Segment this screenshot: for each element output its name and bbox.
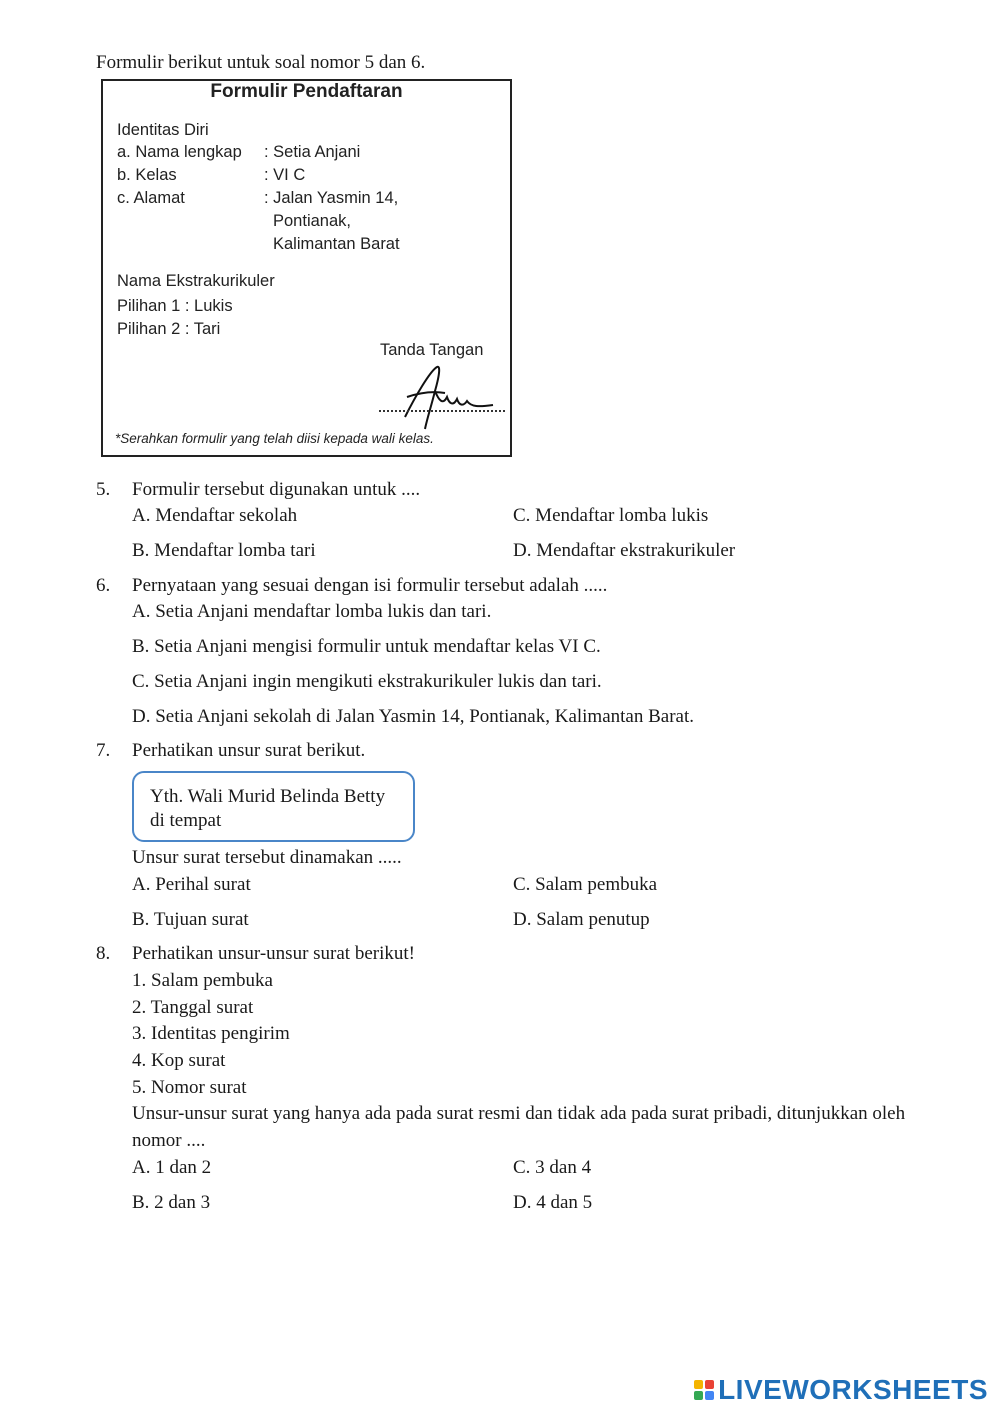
form-section-identity: Identitas Diri xyxy=(117,121,209,139)
letter-salutation-box xyxy=(132,771,415,842)
form-field-label: a. Nama lengkap xyxy=(117,143,242,161)
form-address-line: Kalimantan Barat xyxy=(273,235,400,253)
form-field-value: : Setia Anjani xyxy=(264,143,361,161)
logo-text: LIVEWORKSHEETS xyxy=(718,1374,988,1405)
signature-line xyxy=(379,410,505,412)
registration-form xyxy=(101,79,512,457)
form-address-line: Pontianak, xyxy=(273,212,351,230)
form-choice: Pilihan 1 : Lukis xyxy=(117,297,233,315)
question-number: 6. xyxy=(96,575,111,596)
question-text: Formulir tersebut digunakan untuk .... xyxy=(132,479,421,500)
question-prompt: nomor .... xyxy=(132,1130,206,1151)
form-choice: Pilihan 2 : Tari xyxy=(117,320,221,338)
answer-option[interactable]: A. Mendaftar sekolah xyxy=(132,505,298,526)
list-item: 1. Salam pembuka xyxy=(132,970,273,991)
signature-image xyxy=(375,357,511,433)
answer-option[interactable]: D. Mendaftar ekstrakurikuler xyxy=(513,540,736,561)
list-item: 5. Nomor surat xyxy=(132,1077,247,1098)
list-item: 2. Tanggal surat xyxy=(132,997,254,1018)
question-number: 7. xyxy=(96,740,111,761)
question-number: 8. xyxy=(96,943,111,964)
form-note: *Serahkan formulir yang telah diisi kepada wali kelas. xyxy=(115,431,434,446)
form-field-value: : VI C xyxy=(264,166,306,184)
question-prompt: Unsur surat tersebut dinamakan ..... xyxy=(132,847,402,868)
answer-option[interactable]: C. Salam pembuka xyxy=(513,874,658,895)
salutation-line: Yth. Wali Murid Belinda Betty xyxy=(150,786,386,807)
form-title: Formulir Pendaftaran xyxy=(210,81,403,102)
question-number: 5. xyxy=(96,479,111,500)
answer-option[interactable]: D. Setia Anjani sekolah di Jalan Yasmin 14, Pontianak, Kalimantan Barat. xyxy=(132,706,695,727)
form-field-label: c. Alamat xyxy=(117,189,185,207)
answer-option[interactable]: D. 4 dan 5 xyxy=(513,1192,593,1213)
signature-label: Tanda Tangan xyxy=(380,341,484,359)
form-field-label: b. Kelas xyxy=(117,166,177,184)
question-text: Perhatikan unsur surat berikut. xyxy=(132,740,366,761)
answer-option[interactable]: C. 3 dan 4 xyxy=(513,1157,592,1178)
form-field-value: : Jalan Yasmin 14, xyxy=(264,189,399,207)
answer-option[interactable]: B. Mendaftar lomba tari xyxy=(132,540,316,561)
question-text: Perhatikan unsur-unsur surat berikut! xyxy=(132,943,415,964)
question-text: Pernyataan yang sesuai dengan isi formulir tersebut adalah ..... xyxy=(132,575,608,596)
form-section-extracurricular: Nama Ekstrakurikuler xyxy=(117,272,275,290)
answer-option[interactable]: B. Setia Anjani mengisi formulir untuk mendaftar kelas VI C. xyxy=(132,636,601,657)
question-prompt: Unsur-unsur surat yang hanya ada pada surat resmi dan tidak ada pada surat pribadi, ditunjukkan oleh xyxy=(132,1103,906,1124)
answer-option[interactable]: C. Mendaftar lomba lukis xyxy=(513,505,709,526)
answer-option[interactable]: A. 1 dan 2 xyxy=(132,1157,212,1178)
liveworksheets-logo xyxy=(694,1374,988,1406)
answer-option[interactable]: D. Salam penutup xyxy=(513,909,650,930)
answer-option[interactable]: B. 2 dan 3 xyxy=(132,1192,211,1213)
answer-option[interactable]: A. Perihal surat xyxy=(132,874,251,895)
list-item: 3. Identitas pengirim xyxy=(132,1023,290,1044)
answer-option[interactable]: B. Tujuan surat xyxy=(132,909,249,930)
salutation-line: di tempat xyxy=(150,810,222,831)
answer-option[interactable]: C. Setia Anjani ingin mengikuti ekstrakurikuler lukis dan tari. xyxy=(132,671,602,692)
answer-option[interactable]: A. Setia Anjani mendaftar lomba lukis dan tari. xyxy=(132,601,492,622)
list-item: 4. Kop surat xyxy=(132,1050,226,1071)
intro-text: Formulir berikut untuk soal nomor 5 dan 6. xyxy=(96,52,426,73)
logo-grid-icon xyxy=(694,1380,714,1400)
